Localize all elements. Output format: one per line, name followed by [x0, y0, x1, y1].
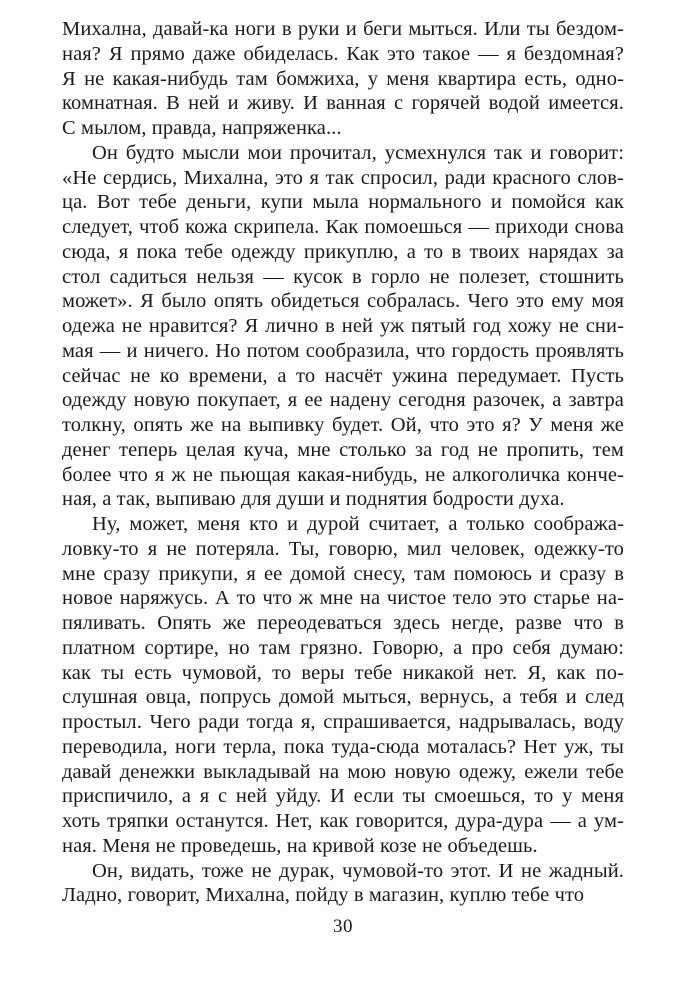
text-line: ца. Вот тебе деньги, купи мыла нормального и помойся как: [62, 191, 624, 214]
text-line: мне сразу прикупи, я ее домой снесу, там помоюсь и сразу в: [62, 562, 624, 585]
text-line: Он будто мысли мои прочитал, усмехнулся так и говорит:: [92, 141, 624, 164]
text-line: одежа не нравится? Я лично в ней уж пятый год хожу не сни-: [62, 315, 624, 337]
text-line: С мылом, правда, напряженка...: [62, 117, 342, 139]
text-line: приспичило, а я с ней уйду. И если ты смоешься, то у меня: [62, 785, 624, 808]
text-line: «Не сердись, Михална, это я так спросил, ради красного слов-: [62, 166, 624, 189]
text-line: сюда, я пока тебе одежду прикуплю, а то в твоих нарядах за: [62, 240, 624, 263]
text-line: пяливать. Опять же переодеваться здесь негде, разве что в: [62, 612, 624, 634]
text-line: хоть тряпки останутся. Нет, как говорится, дура-дура — а ум-: [62, 810, 624, 832]
paragraphs-container: [62, 17, 624, 908]
text-line: может». Я было опять обидеться собралась. Чего это ему моя: [62, 290, 624, 313]
text-line: Михална, давай-ка ноги в руки и беги мыться. Или ты бездом-: [62, 18, 624, 40]
text-line: давай денежки выкладывай на мою новую одежу, ежели тебе: [62, 760, 624, 783]
text-line: стол садиться нельзя — кусок в горло не полезет, стошнить: [62, 265, 624, 288]
text-line: переводила, ноги терла, пока туда-сюда моталась? Нет уж, ты: [62, 735, 624, 758]
page-text: [62, 17, 624, 939]
text-line: платном сортире, но там грязно. Говорю, а про себя думаю:: [62, 636, 624, 659]
text-line: мая — и ничего. Но потом сообразила, что гордость проявлять: [62, 339, 624, 362]
text-line: толкну, опять же на выпивку будет. Ой, что это я? У меня же: [62, 414, 624, 436]
text-line: одежду новую покупает, я ее надену сегодня разочек, а завтра: [62, 389, 624, 412]
text-line: денег теперь целая куча, мне столько за год не пропить, тем: [62, 438, 624, 461]
text-line: сейчас не ко времени, а то насчёт ужина передумает. Пусть: [62, 364, 624, 387]
text-line: Он, видать, тоже не дурак, чумовой-то этот. И не жадный.: [92, 859, 624, 882]
text-line: как ты есть чумовой, то веры тебе никакой нет. Я, как по-: [62, 661, 624, 684]
page-number: 30: [333, 916, 353, 937]
text-line: Ну, может, меня кто и дурой считает, а только сообража-: [92, 513, 624, 535]
text-line: ная, а так, выпиваю для души и поднятия бодрости духа.: [62, 488, 565, 511]
text-line: Ладно, говорит, Михална, пойду в магазин, куплю тебе что: [62, 884, 585, 907]
text-line: простыл. Чего ради тогда я, спрашивается, надрывалась, воду: [62, 711, 624, 733]
text-line: комнатная. В ней и живу. И ванная с горячей водой имеется.: [62, 92, 624, 115]
text-line: ная? Я прямо даже обиделась. Как это такое — я бездомная?: [62, 42, 624, 65]
text-line: следует, чтоб кожа скрипела. Как помоешься — приходи снова: [62, 216, 624, 238]
text-line: Я не какая-нибудь там бомжиха, у меня квартира есть, одно-: [62, 67, 624, 90]
text-line: слушная овца, попрусь домой мыться, вернусь, а тебя и след: [62, 686, 624, 709]
text-line: ная. Меня не проведешь, на кривой козе не объедешь.: [62, 834, 538, 857]
text-line: более что я ж не пьющая какая-нибудь, не алкоголичка конче-: [62, 463, 624, 486]
text-line: ловку-то я не потеряла. Ты, говорю, мил человек, одежку-то: [62, 537, 624, 560]
text-line: новое наряжусь. А то что ж мне на чистое тело это старье на-: [62, 587, 624, 610]
